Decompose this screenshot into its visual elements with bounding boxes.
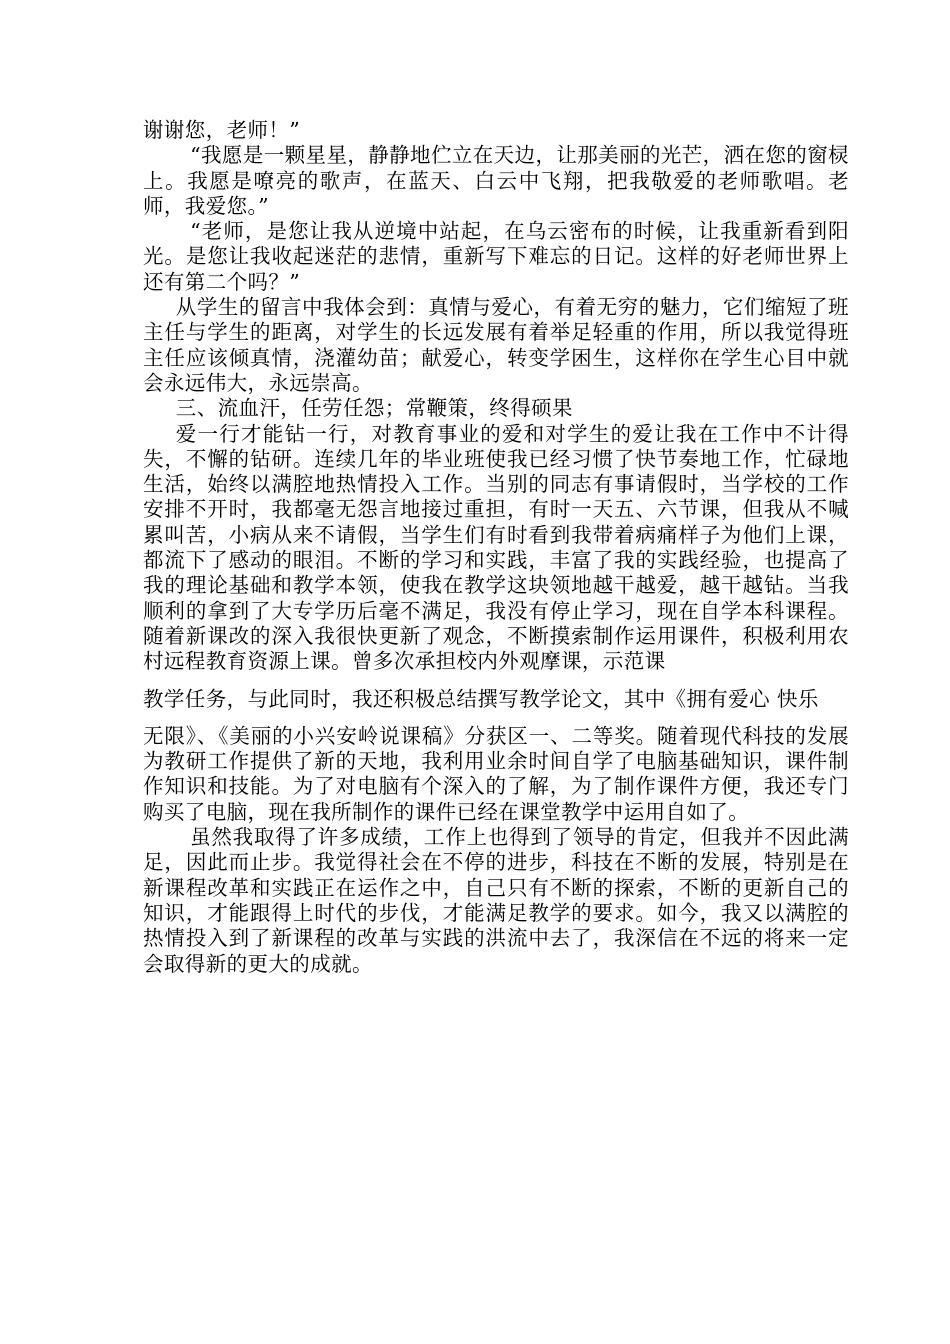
paragraph-conclusion: 虽然我取得了许多成绩，工作上也得到了领导的肯定，但我并不因此满足，因此而止步。我觉得社会在不停的进步，科技在不断的发展，特别是在新课程改革和实践正在运作之中，自己只有不断的探索，不断的更新自己的知识，才能跟得上时代的步伐，才能满足教学的要求。如今，我又以满腔的热情投入到了新课程的改革与实践的洪流中去了，我深信在不远的将来一定会取得新的更大的成就。 xyxy=(143,825,849,976)
paragraph-adversity-quote: “老师，是您让我从逆境中站起，在乌云密布的时候，让我重新看到阳光。是您让我收起迷茫的悲情，重新写下难忘的日记。这样的好老师世界上还有第二个吗？” xyxy=(143,219,849,294)
section-heading-three: 三、流血汗，任劳任怨；常鞭策，终得硕果 xyxy=(175,396,573,421)
paragraph-dedication-continued: 教学任务，与此同时，我还积极总结撰写教学论文，其中《拥有爱心 快乐 xyxy=(143,686,819,711)
document-body xyxy=(143,118,849,977)
paragraph-star-quote: “我愿是一颗星星，静静地伫立在天边，让那美丽的光芒，洒在您的窗棂上。我愿是嘹亮的歌声，在蓝天、白云中飞翔，把我敬爱的老师歌唱。老师，我爱您。” xyxy=(143,143,849,218)
paragraph-thanks-line: 谢谢您，老师！” xyxy=(143,118,301,142)
paragraph-awards-technology: 无限》、《美丽的小兴安岭说课稿》分获区一、二等奖。随着现代科技的发展为教研工作提供了新的天地，我利用业余时间自学了电脑基础知识，课件制作知识和技能。为了对电脑有个深入的了解，为了制作课件方便，我还专门购买了电脑，现在我所制作的课件已经在课堂教学中运用自如了。 xyxy=(143,723,849,824)
paragraph-dedication: 爱一行才能钻一行，对教育事业的爱和对学生的爱让我在工作中不计得失，不懈的钻研。连续几年的毕业班使我已经习惯了快节奏地工作，忙碌地生活，始终以满腔地热情投入工作。当别的同志有事请假时，当学校的工作安排不开时，我都毫无怨言地接过重担，有时一天五、六节课，但我从不喊累叫苦，小病从来不请假，当学生们有时看到我带着病痛样子为他们上课，都流下了感动的眼泪。不断的学习和实践，丰富了我的实践经验，也提高了我的理论基础和教学本领，使我在教学这块领地越干越爱，越干越钻。当我顺利的拿到了大专学历后毫不满足，我没有停止学习，现在自学本科课程。随着新课改的深入我很快更新了观念，不断摸索制作运用课件，积极利用农村远程教育资源上课。曾多次承担校内外观摩课，示范课 xyxy=(143,421,849,674)
paragraph-reflection: 从学生的留言中我体会到：真情与爱心，有着无穷的魅力，它们缩短了班主任与学生的距离，对学生的长远发展有着举足轻重的作用，所以我觉得班主任应该倾真情，浇灌幼苗；献爱心，转变学困生，这样你在学生心目中就会永远伟大，永远崇高。 xyxy=(143,295,849,395)
